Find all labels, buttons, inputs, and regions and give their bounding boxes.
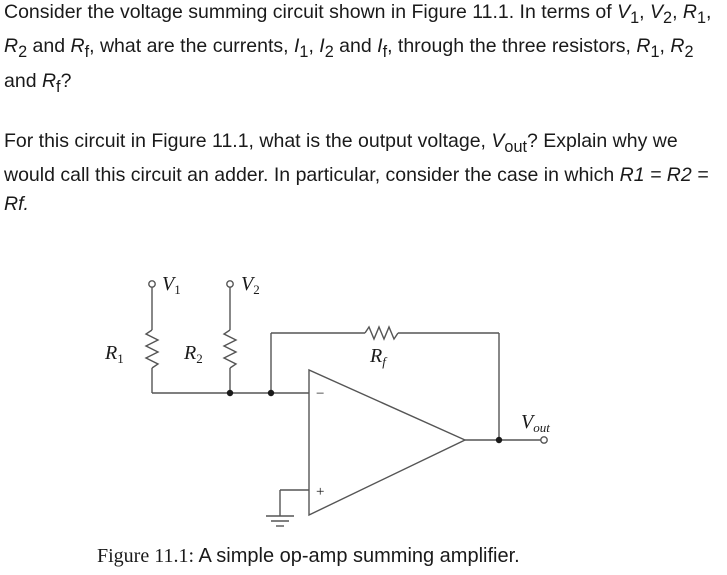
op-amp — [309, 370, 465, 515]
question-2: For this circuit in Figure 11.1, what is the output voltage, $V_{out}$? Explain why we would call this circuit an adder. In particular, consider the case in which R1 = R2 = Rf. — [4, 130, 709, 215]
node-dot-r2 — [227, 390, 233, 396]
label-rf: $R_f$ — [370, 345, 386, 369]
label-r1: $R_1$ — [105, 342, 124, 366]
label-v1: $V_1$ — [162, 273, 181, 297]
noninverting-input-sign: + — [316, 484, 325, 500]
vout-terminal — [541, 437, 547, 443]
r1-resistor — [146, 330, 158, 368]
resistor-equality: R1 = R2 = Rf. — [4, 164, 709, 215]
figure-caption: Figure 11.1: A simple op-amp summing amplifier. — [97, 545, 520, 567]
question-1: Consider the voltage summing circuit shown in Figure 11.1. In terms of $V_1$, $V_2$, $R_1$, $R_2$ and $R_f$, what are the currents, $I_1$, $I_2$ and $I_f$, through the three resistors, $R_1$, $R_2$ and $R_f$? — [4, 1, 712, 96]
rf-resistor — [365, 327, 398, 339]
r2-resistor — [224, 330, 236, 368]
label-v2: $V_2$ — [241, 273, 260, 297]
v2-terminal — [227, 281, 233, 287]
inverting-input-sign: − — [316, 386, 325, 402]
v1-terminal — [149, 281, 155, 287]
label-vout: $V_{out}$ — [521, 411, 550, 435]
node-dot-output — [496, 437, 502, 443]
label-r2: $R_2$ — [184, 342, 203, 366]
node-dot-feedback — [268, 390, 274, 396]
